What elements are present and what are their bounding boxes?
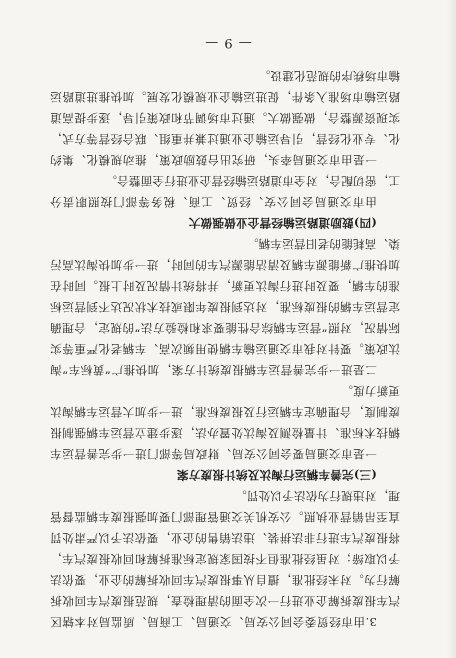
scan-edge-shadow <box>446 0 456 658</box>
paragraph-1: 3.由市经贸委会同公安局、交通局、工商局、质监局对本辖区汽车报废拆解企业进行一次全面的清理检查，规范报废汽车回收拆解行为。对未经批准，擅自从事报废汽车回收拆解的企业，要依法予以取缔；对虽经批准但不按国家规定标准拆解和回收报废汽车，将报废汽车进行非法拼装、违法销售的企业，要依法予以严肃处罚直至吊销营业执照。公安机关交通管理部门要加强报废车辆监督管理，对违规行为依法予以处罚。 <box>50 489 400 629</box>
paragraph-4: 由市交通局会同公安、经贸、工商、税务等部门按照职责分工，密切配合，对全市道路运输经营企业进行全面整合。 <box>50 174 400 209</box>
page-number: — 9 — <box>204 35 252 50</box>
section-heading-4: (四)鼓励道路运输经营企业做强做大 <box>188 216 377 230</box>
paragraph-2: 一是市交通局要会同公安局、财政局等部门进一步完善营运车辆技术标准、计量检测及淘汰处置办法，逐步建立营运车辆强制报废制度，合理确定车辆运行及报废标准，进一步加大营运车辆淘汰更新力度。 <box>50 384 400 461</box>
paragraph-5: 一是由市交通局牵头，研究出台鼓励政策，推动规模化、集约化、专业化经营，引导运输企业通过兼并重组、联合经营等方式，实现资源整合，做强做大。通过市场调节和政策引导，逐步提高道路运输市场准入条件，促进运输企业规模化发展。加快推进道路运输市场秩序的规范化建设。 <box>50 69 400 167</box>
body-text <box>50 65 400 632</box>
section-heading-3: (三)完善车辆运行淘汰及统计报废方案 <box>176 468 377 482</box>
paragraph-3: 二是进一步完善营运车辆报废统计方案，加快推广“黄标车”淘汰政策。要针对我市交通运输车辆使用频次高、车辆老化严重等实际情况，对照“营运车辆综合性能要求和检验方法”的规定，合理确定营运车辆的报废标准，对达到报废年限或技术状况达不到营运标准的车辆，要及时进行淘汰更新，并将统计情况及时上报。同时在加快推广新能源车辆及清洁能源汽车的同时，进一步加快淘汰高污染、高耗能的老旧营运车辆。 <box>50 237 400 377</box>
